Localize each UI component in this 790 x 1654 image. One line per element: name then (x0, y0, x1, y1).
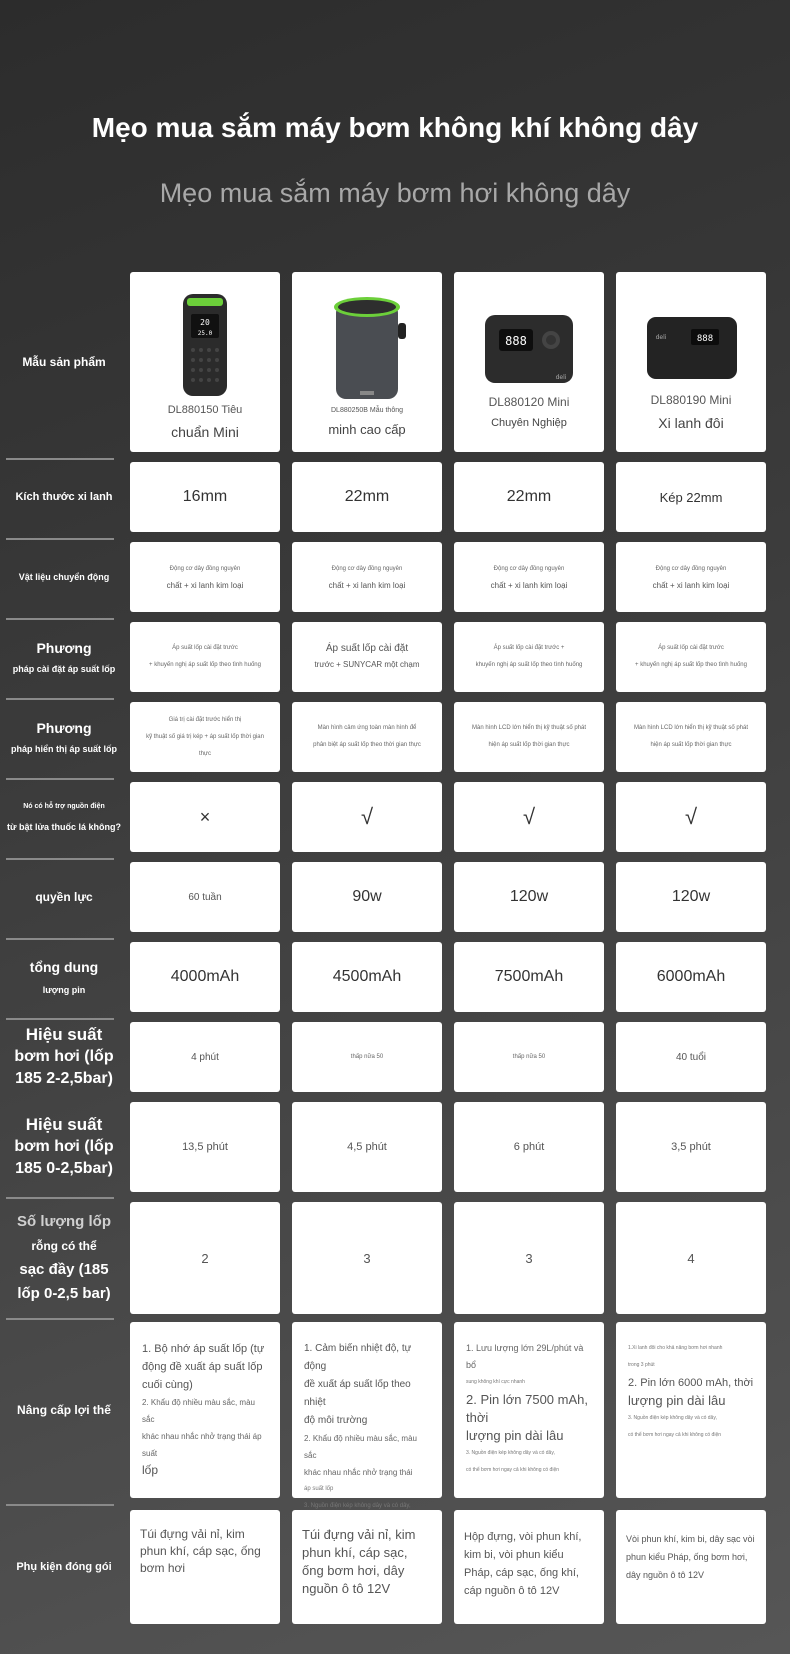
pressure-setting-cell (130, 622, 280, 692)
row-label-line: pháp hiển thị áp suất lốp (10, 744, 117, 754)
cell-line: Động cơ dây đồng nguyên (655, 565, 727, 572)
cell-line: Màn hình LCD lớn hiển thị kỹ thuật số phát (634, 725, 748, 731)
product-card-3 (454, 272, 604, 452)
cell-line: Áp suất lốp cài đặt trước (172, 645, 238, 651)
row-label-line: 185 2-2,5bar) (15, 1070, 113, 1087)
cell-line: 2. Khẩu độ nhiều màu sắc, màu sắc (304, 1434, 417, 1460)
row-label-line: 185 0-2,5bar) (15, 1160, 113, 1177)
row-label-motion-material (6, 542, 122, 612)
svg-text:deli: deli (555, 374, 567, 381)
cell-line: động đề xuất áp suất lốp (142, 1361, 263, 1373)
cell-line: Động cơ dây đồng nguyên (169, 565, 241, 572)
battery-cell (616, 942, 766, 1012)
cell-value: 6 phút (513, 1141, 545, 1153)
cell-value: 22mm (506, 488, 552, 505)
cell-line: chất + xi lanh kim loại (166, 580, 244, 590)
cell-line: 3. Nguồn điện kép không dây và có dây, (466, 1450, 555, 1456)
row-label-efficiency-0 (6, 1102, 122, 1192)
cell-line: hiện áp suất lốp thời gian thực (488, 742, 570, 748)
row-label-line: Hiệu suất (25, 1115, 103, 1134)
cell-line: đề xuất áp suất lốp theo nhiệt (304, 1379, 411, 1408)
check-icon: √ (684, 804, 698, 829)
cell-line: Động cơ dây đồng nguyên (331, 565, 403, 572)
cell-value: thấp nữa 50 (512, 1053, 546, 1060)
row-label-text: Mẫu sản phẩm (22, 355, 106, 369)
row-divider (6, 698, 114, 700)
motion-material-cell (130, 542, 280, 612)
cell-value: 4500mAh (332, 968, 402, 985)
cigarette-lighter-cell (130, 782, 280, 852)
product-card-1 (130, 272, 280, 452)
cell-line: 3. Nguồn điện kép không dây và có dây, (304, 1503, 411, 1509)
cell-value: 3 (525, 1250, 533, 1266)
power-cell (292, 862, 442, 932)
power-cell (130, 862, 280, 932)
product-image-dl880250b (322, 293, 412, 403)
device-screen-text: 888 (505, 334, 527, 348)
cigarette-lighter-cell (454, 782, 604, 852)
cell-value: 40 tuổi (675, 1051, 707, 1063)
cell-line: 1. Lưu lượng lớn 29L/phút và bổ (466, 1343, 584, 1370)
cell-line: kỹ thuật số giá trị kép + áp suất lốp thời gian thực (146, 733, 264, 757)
cell-value: 7500mAh (494, 968, 564, 985)
row-label-line: tổng dung (29, 959, 99, 975)
pressure-display-cell (616, 702, 766, 772)
row-divider (6, 618, 114, 620)
product-image-dl880150 (175, 290, 235, 400)
product-name: chuẩn Mini (171, 424, 239, 440)
row-divider (6, 778, 114, 780)
row-label-line: từ bật lửa thuốc lá không? (6, 821, 122, 832)
row-label-battery (6, 942, 122, 1012)
cell-line: Giá trị cài đặt trước hiển thị (168, 716, 242, 723)
cell-line: 2. Khẩu độ nhiều màu sắc, màu sắc (142, 1398, 255, 1424)
cell-value: 3,5 phút (671, 1141, 711, 1153)
cell-value: 4 (687, 1250, 695, 1266)
accessories-cell (292, 1510, 442, 1624)
row-divider (6, 538, 114, 540)
row-label-line: lốp 0-2,5 bar) (17, 1285, 111, 1302)
row-label-text: quyền lực (35, 890, 93, 904)
cell-line: chất + xi lanh kim loại (490, 580, 568, 590)
efficiency-2-cell (454, 1022, 604, 1092)
tire-count-cell (616, 1202, 766, 1314)
cell-line: trong 3 phút (628, 1362, 655, 1368)
product-image-dl880120 (479, 301, 579, 391)
cross-icon: × (199, 806, 211, 827)
check-icon: √ (522, 804, 536, 829)
advantages-cell (454, 1322, 604, 1498)
row-divider (6, 1318, 114, 1320)
efficiency-0-cell (454, 1102, 604, 1192)
motion-material-cell (454, 542, 604, 612)
cell-line: lốp (142, 1463, 159, 1477)
cell-value: 4000mAh (170, 968, 240, 985)
svg-text:deli: deli (655, 334, 667, 341)
cell-value: 13,5 phút (182, 1141, 228, 1153)
cell-line: độ môi trường (304, 1415, 368, 1426)
cell-line: chất + xi lanh kim loại (652, 580, 730, 590)
row-label-cigarette-lighter (6, 782, 122, 852)
cell-value: 60 tuần (188, 891, 222, 903)
motion-material-cell (292, 542, 442, 612)
row-divider (6, 938, 114, 940)
row-divider (6, 1504, 114, 1506)
cell-line: 3. Nguồn điện kép không dây và có dây, (628, 1415, 717, 1421)
cigarette-lighter-cell (292, 782, 442, 852)
tire-count-cell (292, 1202, 442, 1314)
cell-line: sung không khí cực nhanh (466, 1379, 525, 1385)
row-divider (6, 858, 114, 860)
cell-line: Màn hình cảm ứng toàn màn hình để (317, 725, 417, 731)
product-model: DL880150 Tiêu (167, 404, 243, 416)
accessories-cell (616, 1510, 766, 1624)
pressure-display-cell (292, 702, 442, 772)
efficiency-2-cell (616, 1022, 766, 1092)
cell-line: 2. Pin lớn 7500 mAh, thời (466, 1392, 588, 1425)
row-label-pressure-setting (6, 622, 122, 692)
row-label-line: bơm hơi (lốp (14, 1048, 114, 1065)
row-label-line: Phương (36, 720, 92, 736)
row-label-text: Nâng cấp lợi thế (17, 1403, 111, 1417)
product-name: Xi lanh đôi (658, 415, 724, 431)
row-label-line: Nó có hỗ trợ nguồn điện (23, 802, 105, 810)
cell-value: Túi đựng vải nỉ, kim phun khí, cáp sạc, ống bơm hơi, dây nguồn ô tô 12V (302, 1527, 416, 1596)
product-model: DL880250B Mẫu thông (331, 407, 403, 414)
cell-value: 6000mAh (656, 968, 726, 985)
row-label-line: bơm hơi (lốp (14, 1138, 114, 1155)
cell-line: + khuyến nghị áp suất lốp theo tình huống (149, 662, 261, 668)
cylinder-size-cell (292, 462, 442, 532)
cell-line: có thể bơm hơi ngay cả khi không có điện (628, 1432, 722, 1438)
cell-line: + khuyến nghị áp suất lốp theo tình huống (635, 662, 747, 668)
pressure-display-cell (454, 702, 604, 772)
row-label-product-model (6, 272, 122, 452)
row-label-advantages (6, 1322, 122, 1498)
tire-count-cell (454, 1202, 604, 1314)
row-label-line: Phương (36, 640, 92, 656)
power-cell (616, 862, 766, 932)
cell-line: Áp suất lốp cài đặt trước (658, 645, 724, 651)
row-label-line: Số lượng lốp (16, 1213, 111, 1230)
cell-value: 90w (352, 888, 382, 905)
svg-text:25.0: 25.0 (197, 330, 213, 337)
cell-line: áp suất lốp (304, 1486, 334, 1492)
efficiency-0-cell (616, 1102, 766, 1192)
cylinder-size-cell (454, 462, 604, 532)
cell-value: 3 (363, 1250, 371, 1266)
cell-value: Kép 22mm (659, 489, 723, 505)
tire-count-cell (130, 1202, 280, 1314)
page-subtitle: Mẹo mua sắm máy bơm hơi không dây (159, 178, 631, 208)
row-label-line: lượng pin (42, 985, 86, 995)
accessories-cell (454, 1510, 604, 1624)
cell-value: Vòi phun khí, kim bi, dây sạc vòi phun kiểu Pháp, ống bơm hơi, dây nguồn ô tô 12V (626, 1534, 755, 1580)
battery-cell (130, 942, 280, 1012)
advantages-cell (616, 1322, 766, 1498)
cell-line: khác nhau nhắc nhở trạng thái áp suất (142, 1432, 262, 1458)
pressure-setting-cell (616, 622, 766, 692)
row-label-line: sạc đầy (185 (19, 1261, 109, 1278)
cell-line: hiện áp suất lốp thời gian thực (650, 742, 732, 748)
device-screen-text: 888 (696, 334, 714, 344)
row-label-text: Kích thước xi lanh (15, 491, 113, 503)
row-divider (6, 1018, 114, 1020)
cell-line: phân biệt áp suất lốp theo thời gian thực (313, 742, 421, 748)
cell-value: 120w (509, 888, 549, 905)
row-label-text: Vật liệu chuyển động (18, 572, 110, 582)
product-name: Chuyên Nghiệp (491, 417, 567, 429)
cylinder-size-cell (130, 462, 280, 532)
motion-material-cell (616, 542, 766, 612)
product-card-2 (292, 272, 442, 452)
power-cell (454, 862, 604, 932)
pressure-setting-cell (292, 622, 442, 692)
product-model: DL880120 Mini (488, 395, 570, 409)
cigarette-lighter-cell (616, 782, 766, 852)
row-label-text: Phụ kiện đóng gói (16, 1561, 112, 1573)
cell-line: Áp suất lốp cài đặt (325, 643, 409, 654)
cell-line: Áp suất lốp cài đặt trước + (493, 645, 565, 651)
cell-value: thấp nữa 50 (350, 1053, 384, 1060)
cell-line: trước + SUNYCAR một chạm (314, 660, 420, 669)
accessories-cell (130, 1510, 280, 1624)
row-label-line: pháp cài đặt áp suất lốp (12, 664, 116, 674)
efficiency-2-cell (130, 1022, 280, 1092)
cell-line: 2. Pin lớn 6000 mAh, thời (628, 1377, 754, 1389)
row-label-tire-count (6, 1202, 122, 1314)
product-card-4 (616, 272, 766, 452)
advantages-cell (130, 1322, 280, 1498)
row-label-pressure-display (6, 702, 122, 772)
row-label-accessories (6, 1510, 122, 1624)
efficiency-0-cell (292, 1102, 442, 1192)
page-title: Mẹo mua sắm máy bơm không khí không dây (91, 112, 699, 143)
cell-line: Động cơ dây đồng nguyên (493, 565, 565, 572)
row-label-cylinder-size (6, 462, 122, 532)
cell-value: 22mm (344, 488, 390, 505)
cell-line: chất + xi lanh kim loại (328, 580, 406, 590)
row-label-efficiency-2 (6, 1022, 122, 1092)
cell-line: 1. Cảm biến nhiệt độ, tự động (304, 1343, 412, 1372)
cell-line: có thể bơm hơi ngay cả khi không có điện (466, 1467, 560, 1473)
cell-line: 1.Xi lanh đôi cho khả năng bơm hơi nhanh (628, 1345, 723, 1351)
product-model: DL880190 Mini (650, 393, 732, 407)
cell-value: 120w (671, 888, 711, 905)
product-image-dl880190 (641, 299, 741, 389)
cell-line: cuối cùng) (142, 1379, 193, 1391)
device-screen-text: 20 (200, 318, 210, 327)
row-divider (6, 458, 114, 460)
cell-value: Hộp đựng, vòi phun khí, kim bi, vòi phun kiểu Pháp, cáp sạc, ống khí, cáp nguồn ô tô 12V (464, 1531, 582, 1597)
cell-line: lượng pin dài lâu (466, 1428, 564, 1443)
row-label-power (6, 862, 122, 932)
battery-cell (292, 942, 442, 1012)
pressure-setting-cell (454, 622, 604, 692)
cell-line: khuyến nghị áp suất lốp theo tình huống (475, 662, 583, 668)
cell-value: Túi đựng vải nỉ, kim phun khí, cáp sạc, ống bơm hơi (140, 1527, 261, 1575)
row-divider (6, 1197, 114, 1199)
efficiency-0-cell (130, 1102, 280, 1192)
row-label-line: rỗng có thể (31, 1239, 97, 1253)
advantages-cell (292, 1322, 442, 1509)
battery-cell (454, 942, 604, 1012)
row-label-line: Hiệu suất (25, 1025, 103, 1044)
pressure-display-cell (130, 702, 280, 772)
cell-line: khác nhau nhắc nhở trạng thái (304, 1468, 413, 1477)
efficiency-2-cell (292, 1022, 442, 1092)
cell-line: Màn hình LCD lớn hiển thị kỹ thuật số phát (472, 725, 586, 731)
cell-line: 1. Bộ nhớ áp suất lốp (tự (142, 1343, 265, 1355)
cell-value: 16mm (182, 488, 228, 505)
cell-value: 2 (201, 1250, 209, 1266)
check-icon: √ (360, 804, 374, 829)
cell-value: 4 phút (191, 1051, 219, 1063)
cell-line: lượng pin dài lâu (628, 1393, 726, 1408)
cell-value: 4,5 phút (347, 1141, 387, 1153)
product-name: minh cao cấp (328, 422, 406, 437)
cylinder-size-cell (616, 462, 766, 532)
